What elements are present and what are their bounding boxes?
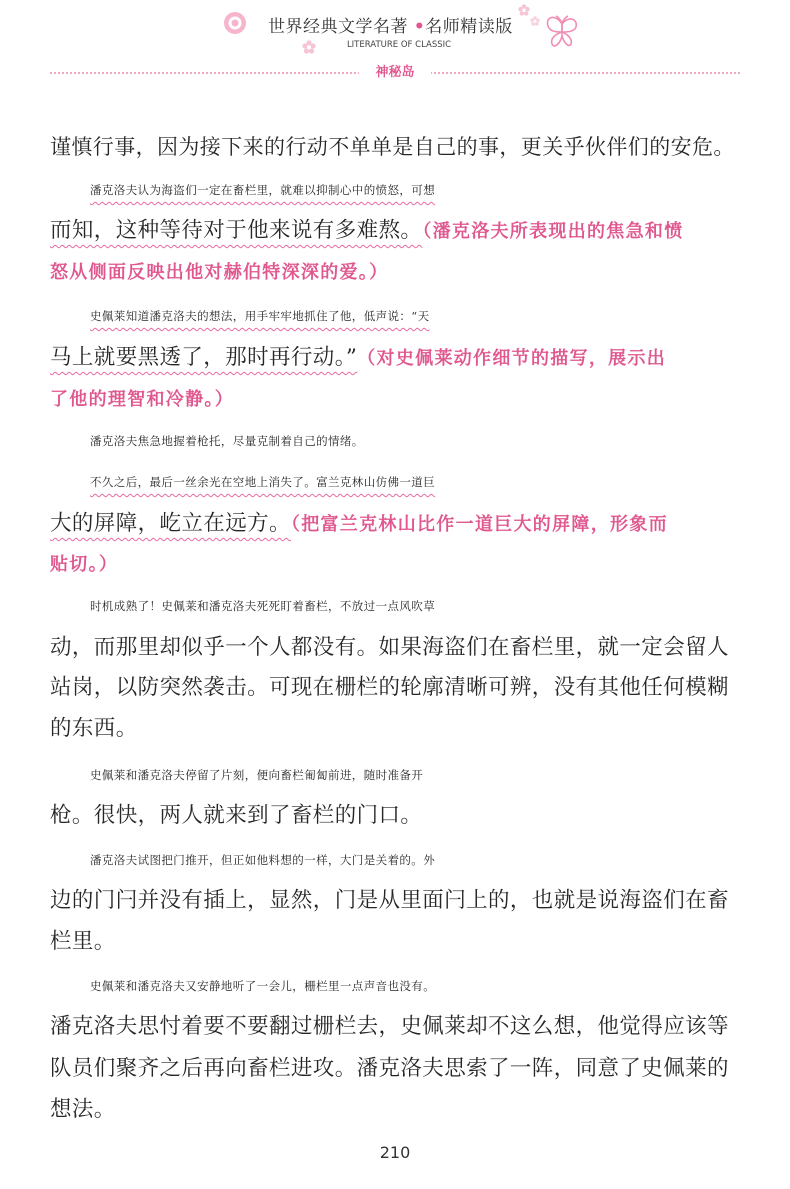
text-segment: 的东西。 — [50, 716, 138, 741]
underlined-text: 潘克洛夫认为海盗们一定在畜栏里，就难以抑制心中的愤怒，可想 — [90, 183, 436, 197]
annotation-text: 贴切。） — [50, 554, 119, 575]
annotation-text: 怒从侧面反映出他对赫伯特深深的爱。） — [50, 262, 389, 283]
book-title: 神秘岛 — [375, 65, 415, 80]
text-line — [50, 1005, 740, 1049]
text-line — [50, 502, 740, 546]
text-line — [50, 125, 740, 169]
text-line — [90, 584, 780, 628]
text-segment: 潘克洛夫焦急地握着枪托，尽量克制着自己的情绪。 — [90, 434, 364, 448]
text-line — [90, 753, 780, 797]
text-line — [50, 250, 740, 294]
title-separator: • — [413, 17, 426, 37]
text-segment: 栏里。 — [50, 929, 116, 954]
text-line — [50, 626, 740, 670]
text-line — [50, 336, 740, 380]
flower-icon — [222, 10, 248, 36]
annotation-text: （把富兰克林山比作一道巨大的屏障，形象而 — [290, 514, 668, 535]
underlined-text: 史佩莱知道潘克洛夫的想法，用手牢牢地抓住了他，低声说：“天 — [90, 309, 430, 323]
text-segment: 动，而那里却似乎一个人都没有。如果海盗们在畜栏里，就一定会留人 — [50, 635, 729, 660]
text-segment: 史佩莱和潘克洛夫又安静地听了一会儿，栅栏里一点声音也没有。 — [90, 979, 436, 993]
text-segment: 想法。 — [50, 1097, 116, 1122]
text-line — [90, 460, 780, 504]
page-number: 210 — [379, 1143, 411, 1162]
text-segment: 枪。很快，两人就来到了畜栏的门口。 — [50, 803, 423, 828]
text-segment: 潘克洛夫试图把门推开，但正如他料想的一样，大门是关着的。外 — [90, 853, 436, 867]
text-segment: 潘克洛夫思忖着要不要翻过栅栏去，史佩莱却不这么想，他觉得应该等 — [50, 1014, 729, 1039]
text-line — [50, 377, 740, 421]
annotation-text: （潘克洛夫所表现出的焦急和愤 — [422, 221, 684, 242]
text-line — [50, 794, 740, 838]
text-segment: 队员们聚齐之后再向畜栏进攻。潘克洛夫思索了一阵，同意了史佩莱的 — [50, 1056, 729, 1081]
annotation-text: 了他的理智和冷静。） — [50, 389, 234, 410]
text-line — [50, 1088, 740, 1132]
text-segment: 史佩莱和潘克洛夫停留了片刻，便向畜栏匍匐前进，随时准备开 — [90, 768, 424, 782]
edition-label: 名师精读版 — [425, 17, 513, 37]
text-line — [50, 209, 740, 253]
text-line — [50, 542, 740, 586]
text-line — [50, 920, 740, 964]
text-line — [50, 1047, 740, 1091]
text-line — [90, 964, 780, 1008]
series-title — [268, 14, 528, 40]
series-name: 世界经典文学名著 — [268, 17, 408, 37]
text-segment: 站岗，以防突然袭击。可现在栅栏的轮廓清晰可辨，没有其他任何模糊 — [50, 675, 729, 700]
butterfly-icon — [542, 12, 582, 52]
text-line — [50, 879, 740, 923]
flower-icon — [530, 16, 540, 26]
underlined-text: 而知，这种等待对于他来说有多难熬。 — [50, 218, 423, 243]
text-line — [90, 419, 780, 463]
book-title-chip — [359, 63, 431, 83]
series-subtitle: LITERATURE OF CLASSIC — [346, 40, 452, 50]
flower-icon — [302, 40, 316, 54]
text-line — [90, 838, 780, 882]
text-line — [50, 707, 740, 751]
underlined-text: 大的屏障，屹立在远方。 — [50, 511, 291, 536]
underlined-text: 马上就要黑透了，那时再行动。” — [50, 345, 358, 370]
annotation-text: （对史佩莱动作细节的描写，展示出 — [357, 348, 667, 369]
underlined-text: 不久之后，最后一丝余光在空地上消失了。富兰克林山仿佛一道巨 — [90, 475, 436, 489]
text-line — [90, 168, 780, 212]
text-segment: 边的门闩并没有插上，显然，门是从里面闩上的，也就是说海盗们在畜 — [50, 888, 729, 913]
text-segment: 时机成熟了！史佩莱和潘克洛夫死死盯着畜栏，不放过一点风吹草 — [90, 599, 436, 613]
text-segment: 谨慎行事，因为接下来的行动不单单是自己的事，更关乎伙伴们的安危。 — [50, 135, 735, 159]
text-line — [50, 666, 740, 710]
text-line — [90, 294, 780, 338]
